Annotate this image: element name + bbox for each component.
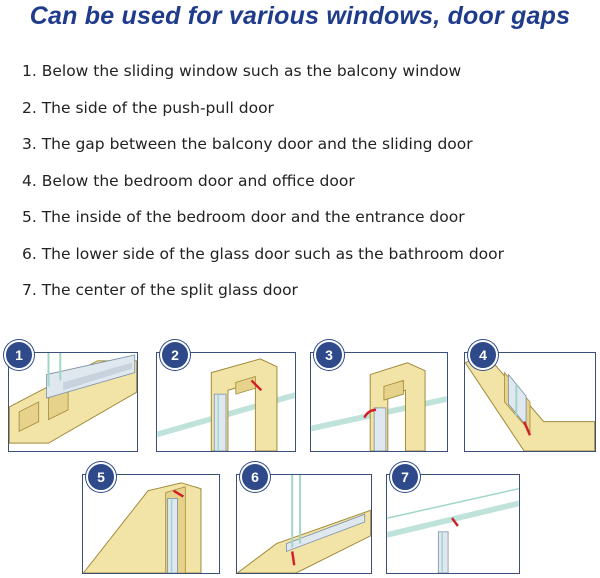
page-title: Can be used for various windows, door gaps <box>29 2 571 30</box>
list-item: 3. The gap between the balcony door and the sliding door <box>22 135 473 153</box>
list-item: 2. The side of the push-pull door <box>22 98 274 117</box>
list-item: 4. Below the bedroom door and office door <box>22 171 355 190</box>
badge-3: 3 <box>314 340 344 370</box>
badge-1: 1 <box>4 340 34 370</box>
badge-2: 2 <box>160 340 190 370</box>
badge-7: 7 <box>390 462 420 492</box>
badge-4: 4 <box>468 340 498 370</box>
badge-5: 5 <box>86 462 116 492</box>
list-item: 5. The inside of the bedroom door and the entrance door <box>22 208 465 226</box>
usage-list <box>22 60 504 316</box>
list-item: 7. The center of the split glass door <box>22 281 298 299</box>
sliding-window-illustration <box>9 353 137 451</box>
list-item: 6. The lower side of the glass door such as the bathroom door <box>22 244 504 263</box>
badge-6: 6 <box>240 462 270 492</box>
list-item: 1. Below the sliding window such as the balcony window <box>22 62 462 80</box>
